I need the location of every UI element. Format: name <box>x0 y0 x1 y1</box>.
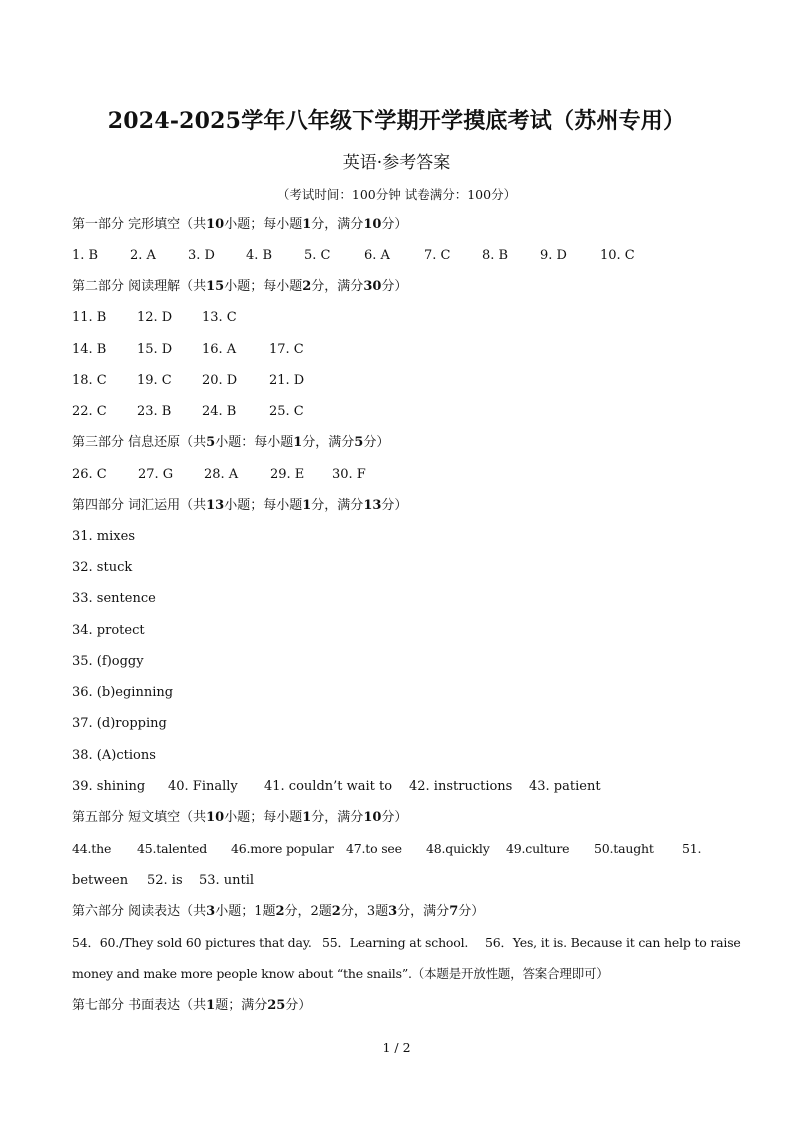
answer: 1. B <box>72 248 99 263</box>
part3-answers <box>72 466 366 484</box>
answer: 17. C <box>269 342 304 357</box>
part6-answers-line1 <box>72 934 741 952</box>
answer: 52. is <box>147 873 183 888</box>
answer: 53. until <box>199 873 255 888</box>
answer: 5. C <box>304 248 331 263</box>
answer: 6. A <box>364 248 390 263</box>
answer: 22. C <box>72 404 107 419</box>
answer: between <box>72 873 129 888</box>
answer: 34. protect <box>72 623 145 638</box>
answer: 49.culture <box>506 841 570 856</box>
part7-heading: 第七部分 书面表达（共1题；满分25分） <box>72 998 312 1013</box>
document-subtitle: 英语·参考答案 <box>342 153 451 173</box>
answer: 8. B <box>482 248 509 263</box>
answer: 27. G <box>138 467 174 482</box>
part5-answers-row1 <box>72 840 722 858</box>
part2-answers-row2 <box>72 341 304 359</box>
answer: 13. C <box>202 310 237 325</box>
answer: 42. instructions <box>409 779 513 794</box>
answer: 45.talented <box>137 841 208 856</box>
answer: 14. B <box>72 342 107 357</box>
answer: 41. couldn’t wait to <box>264 779 393 794</box>
answer: 39. shining <box>72 779 146 794</box>
answer: 47.to see <box>346 841 402 856</box>
exam-info: （考试时间：100分钟 试卷满分：100分） <box>276 187 517 202</box>
answer: 40. Finally <box>168 779 238 794</box>
part5-answers-row2 <box>72 872 254 890</box>
answer: 11. B <box>72 310 107 325</box>
answer: 4. B <box>246 248 273 263</box>
answer: 55．Learning at school. <box>322 935 469 950</box>
answer: 10. C <box>600 248 635 263</box>
answer: 7. C <box>424 248 451 263</box>
answer: 54．60./They sold 60 pictures that day. <box>72 935 312 950</box>
answer: 28. A <box>204 467 239 482</box>
answer: 37. (d)ropping <box>72 716 167 731</box>
answer: 26. C <box>72 467 107 482</box>
part2-heading: 第二部分 阅读理解（共15小题；每小题2分，满分30分） <box>72 279 408 294</box>
answer: 50.taught <box>594 841 654 856</box>
answer: 30. F <box>332 467 366 482</box>
answer: 32. stuck <box>72 560 133 575</box>
answer: 29. E <box>270 467 305 482</box>
answer: 21. D <box>269 373 305 388</box>
answer: 48.quickly <box>426 841 490 856</box>
answer: 3. D <box>188 248 215 263</box>
answer: 12. D <box>137 310 173 325</box>
answer: 35. (f)oggy <box>72 654 144 669</box>
answer: 46.more popular <box>231 841 334 856</box>
part1-answers <box>72 247 635 265</box>
answer: 31. mixes <box>72 529 135 544</box>
part2-answers-row3 <box>72 372 304 390</box>
answer: 9. D <box>540 248 567 263</box>
answer: 51. <box>682 841 702 856</box>
answer: 16. A <box>202 342 237 357</box>
answer: 15. D <box>137 342 173 357</box>
answer: 56．Yes, it is. Because it can help to raise <box>485 935 741 950</box>
answer: 38. (A)ctions <box>72 748 156 763</box>
answer: 33. sentence <box>72 591 156 606</box>
answer: 36. (b)eginning <box>72 685 174 700</box>
answer: 20. D <box>202 373 238 388</box>
answer: 24. B <box>202 404 237 419</box>
part2-answers-row1 <box>72 309 237 327</box>
part2-answers-row4 <box>72 403 304 421</box>
part1-heading: 第一部分 完形填空（共10小题；每小题1分，满分10分） <box>72 217 408 232</box>
page-number: 1 / 2 <box>382 1040 411 1055</box>
document-title: 2024-2025学年八年级下学期开学摸底考试（苏州专用） <box>107 108 686 134</box>
part6-heading: 第六部分 阅读表达（共3小题；1题2分，2题2分，3题3分，满分7分） <box>72 904 485 919</box>
answer: 44.the <box>72 841 112 856</box>
part5-heading: 第五部分 短文填空（共10小题；每小题1分，满分10分） <box>72 810 408 825</box>
answer: 43. patient <box>529 779 601 794</box>
part4-answers-last-row <box>72 778 601 796</box>
answer: 18. C <box>72 373 107 388</box>
answer: 19. C <box>137 373 172 388</box>
part4-heading: 第四部分 词汇运用（共13小题；每小题1分，满分13分） <box>72 498 408 513</box>
part3-heading: 第三部分 信息还原（共5小题：每小题1分，满分5分） <box>72 435 390 450</box>
answer: 2. A <box>130 248 156 263</box>
answer: 25. C <box>269 404 304 419</box>
part6-answers-line2: money and make more people know about “the snails”.（本题是开放性题，答案合理即可） <box>72 966 609 981</box>
answer: 23. B <box>137 404 172 419</box>
